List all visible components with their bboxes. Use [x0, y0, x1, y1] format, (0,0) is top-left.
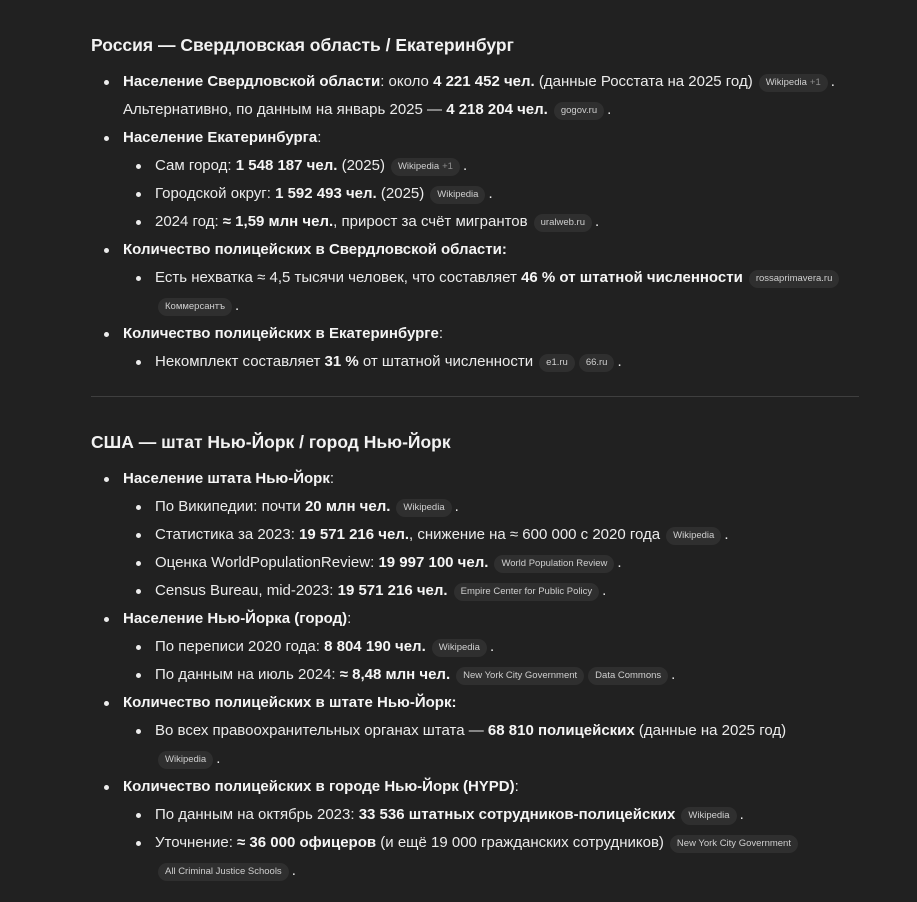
item-text: :: [329, 470, 335, 487]
list-item: [91, 605, 859, 689]
item-value: ≈ 36 000 офицеров: [237, 834, 377, 851]
item-value: 4 221 452 чел.: [433, 73, 535, 90]
item-text: :: [438, 325, 444, 342]
item-text: (данные на 2025 год): [634, 722, 787, 739]
item-text: (и ещё 19 000 гражданских сотрудников): [376, 834, 664, 851]
list-item: [91, 236, 859, 320]
period: .: [617, 554, 622, 571]
item-text: от штатной численности: [358, 353, 534, 370]
source-chip-wikipedia[interactable]: [759, 74, 828, 92]
item-label: Население Нью-Йорка (город): [123, 610, 348, 627]
chip-count: +1: [809, 77, 821, 88]
sub-list-item: [123, 577, 859, 605]
item-text: Альтернативно, по данным на январь 2025 —: [123, 101, 447, 118]
period: .: [602, 582, 607, 599]
item-value: ≈ 1,59 млн чел.: [222, 213, 334, 230]
source-chip-nyc-government[interactable]: New York City Government: [456, 667, 584, 685]
usa-list: [91, 465, 859, 885]
sub-list-item: [123, 348, 859, 376]
period: .: [671, 666, 676, 683]
period: .: [594, 213, 600, 230]
item-value: 1 548 187 чел.: [235, 157, 338, 174]
source-chip-empire-center[interactable]: Empire Center for Public Policy: [454, 583, 599, 601]
item-value: 46 % от штатной численности: [521, 269, 743, 286]
source-chip-nyc-government[interactable]: New York City Government: [670, 835, 798, 853]
period: .: [291, 862, 296, 879]
item-text: :: [514, 778, 519, 795]
period: .: [724, 526, 729, 543]
source-chip-data-commons[interactable]: Data Commons: [588, 667, 668, 685]
period: .: [607, 101, 612, 118]
item-text: (2025): [376, 185, 425, 202]
item-value: ≈ 8,48 млн чел.: [339, 666, 451, 683]
item-text: По данным на октябрь 2023:: [155, 806, 359, 823]
sub-list: [123, 493, 859, 605]
sub-list-item: [123, 661, 859, 689]
sub-list: [123, 801, 859, 885]
item-text: , снижение на ≈ 600 000 с 2020 года: [409, 526, 661, 543]
period: .: [462, 157, 468, 174]
item-value: 8 804 190 чел.: [324, 638, 426, 655]
item-value: 19 571 216 чел.: [299, 526, 410, 543]
source-chip-kommersant[interactable]: Коммерсантъ: [158, 298, 232, 316]
source-chip-wikipedia[interactable]: Wikipedia: [681, 807, 736, 825]
item-value: 68 810 полицейских: [487, 722, 635, 739]
item-text: По Википедии: почти: [155, 498, 305, 515]
item-label: Количество полицейских в штате Нью-Йорк:: [123, 694, 457, 711]
item-value: 20 млн чел.: [304, 498, 391, 515]
item-value: 1 592 493 чел.: [275, 185, 377, 202]
list-item: [91, 68, 859, 124]
item-text: Census Bureau, mid-2023:: [155, 582, 338, 599]
sub-list-item: [123, 633, 859, 661]
item-text: :: [317, 129, 322, 146]
item-text: Уточнение:: [155, 834, 238, 851]
sub-list: [123, 633, 859, 689]
sub-list: [123, 348, 859, 376]
sub-list: [123, 717, 859, 773]
source-chip-wikipedia[interactable]: Wikipedia: [430, 186, 485, 204]
item-text: (2025): [337, 157, 385, 174]
sub-list-item: [123, 264, 859, 320]
item-label: Количество полицейских в Свердловской области:: [123, 241, 507, 258]
item-text: По данным на июль 2024:: [155, 666, 340, 683]
source-chip-wikipedia[interactable]: Wikipedia: [432, 639, 487, 657]
item-text: По переписи 2020 года:: [155, 638, 325, 655]
period: .: [216, 750, 221, 767]
period: .: [454, 498, 459, 515]
period: .: [488, 185, 493, 202]
period: .: [235, 297, 240, 314]
source-chip-66ru[interactable]: 66.ru: [579, 354, 615, 372]
item-label: Население Екатеринбурга: [123, 129, 318, 146]
list-item: [91, 689, 859, 773]
item-text: , прирост за счёт мигрантов: [333, 213, 528, 230]
item-text: Сам город:: [155, 157, 236, 174]
item-label: Количество полицейских в городе Нью-Йорк (HYPD): [123, 778, 515, 795]
sub-list-item: [123, 493, 859, 521]
sub-list-item: [123, 801, 859, 829]
period: .: [739, 806, 744, 823]
sub-list-item: [123, 549, 859, 577]
item-label: Население штата Нью-Йорк: [123, 470, 330, 487]
chip-count: +1: [442, 161, 453, 172]
sub-list-item: [123, 521, 859, 549]
source-chip-world-population-review[interactable]: World Population Review: [494, 555, 614, 573]
sub-list-item: [123, 829, 859, 885]
russia-list: [91, 68, 859, 376]
item-text: Есть нехватка ≈ 4,5 тысячи человек, что составляет: [155, 269, 522, 286]
item-text: (данные Росстата на 2025 год): [534, 73, 753, 90]
item-value: 31 %: [324, 353, 359, 370]
item-text: Статистика за 2023:: [155, 526, 300, 543]
list-item: [91, 320, 859, 376]
source-chip-all-criminal-justice-schools[interactable]: All Criminal Justice Schools: [158, 863, 289, 881]
sub-list-item: [123, 180, 859, 208]
section-title-russia: Россия — Свердловская область / Екатеринбург: [91, 35, 514, 55]
section-divider: [91, 396, 859, 397]
source-chip-e1[interactable]: e1.ru: [539, 354, 575, 372]
item-text: 2024 год:: [155, 213, 223, 230]
item-label: Население Свердловской области: [123, 73, 381, 90]
sub-list-item: [123, 208, 859, 236]
source-chip-rossaprimavera[interactable]: rossaprimavera.ru: [749, 270, 840, 288]
sub-list-item: [123, 152, 859, 180]
source-chip-uralweb[interactable]: uralweb.ru: [534, 214, 592, 232]
item-text: Оценка WorldPopulationReview:: [155, 554, 379, 571]
chip-label: Wikipedia: [765, 77, 807, 88]
period: .: [489, 638, 495, 655]
item-text: Во всех правоохранительных органах штата —: [155, 722, 488, 739]
item-value: 19 571 216 чел.: [337, 582, 448, 599]
item-text: Некомплект составляет: [155, 353, 325, 370]
sub-list-item: [123, 717, 859, 773]
item-text: :: [347, 610, 352, 627]
source-chip-wikipedia[interactable]: Wikipedia: [158, 751, 213, 769]
sub-list: [123, 264, 859, 320]
item-value: 4 218 204 чел.: [446, 101, 548, 118]
item-text: Городской округ:: [155, 185, 276, 202]
source-chip-gogov[interactable]: gogov.ru: [554, 102, 604, 120]
list-item: [91, 465, 859, 605]
source-chip-wikipedia[interactable]: Wikipedia: [396, 499, 451, 517]
item-text: : около: [380, 73, 434, 90]
item-value: 19 997 100 чел.: [378, 554, 489, 571]
source-chip-wikipedia[interactable]: Wikipedia: [666, 527, 721, 545]
period: .: [617, 353, 622, 370]
sub-list: [123, 152, 859, 236]
item-value: 33 536 штатных сотрудников-полицейских: [358, 806, 676, 823]
list-item: [91, 124, 859, 236]
item-label: Количество полицейских в Екатеринбурге: [123, 325, 439, 342]
chip-label: Wikipedia: [397, 161, 440, 172]
list-item: [91, 773, 859, 885]
section-title-usa: США — штат Нью-Йорк / город Нью-Йорк: [91, 432, 451, 452]
source-chip-wikipedia[interactable]: [391, 158, 460, 176]
period: .: [830, 73, 835, 90]
